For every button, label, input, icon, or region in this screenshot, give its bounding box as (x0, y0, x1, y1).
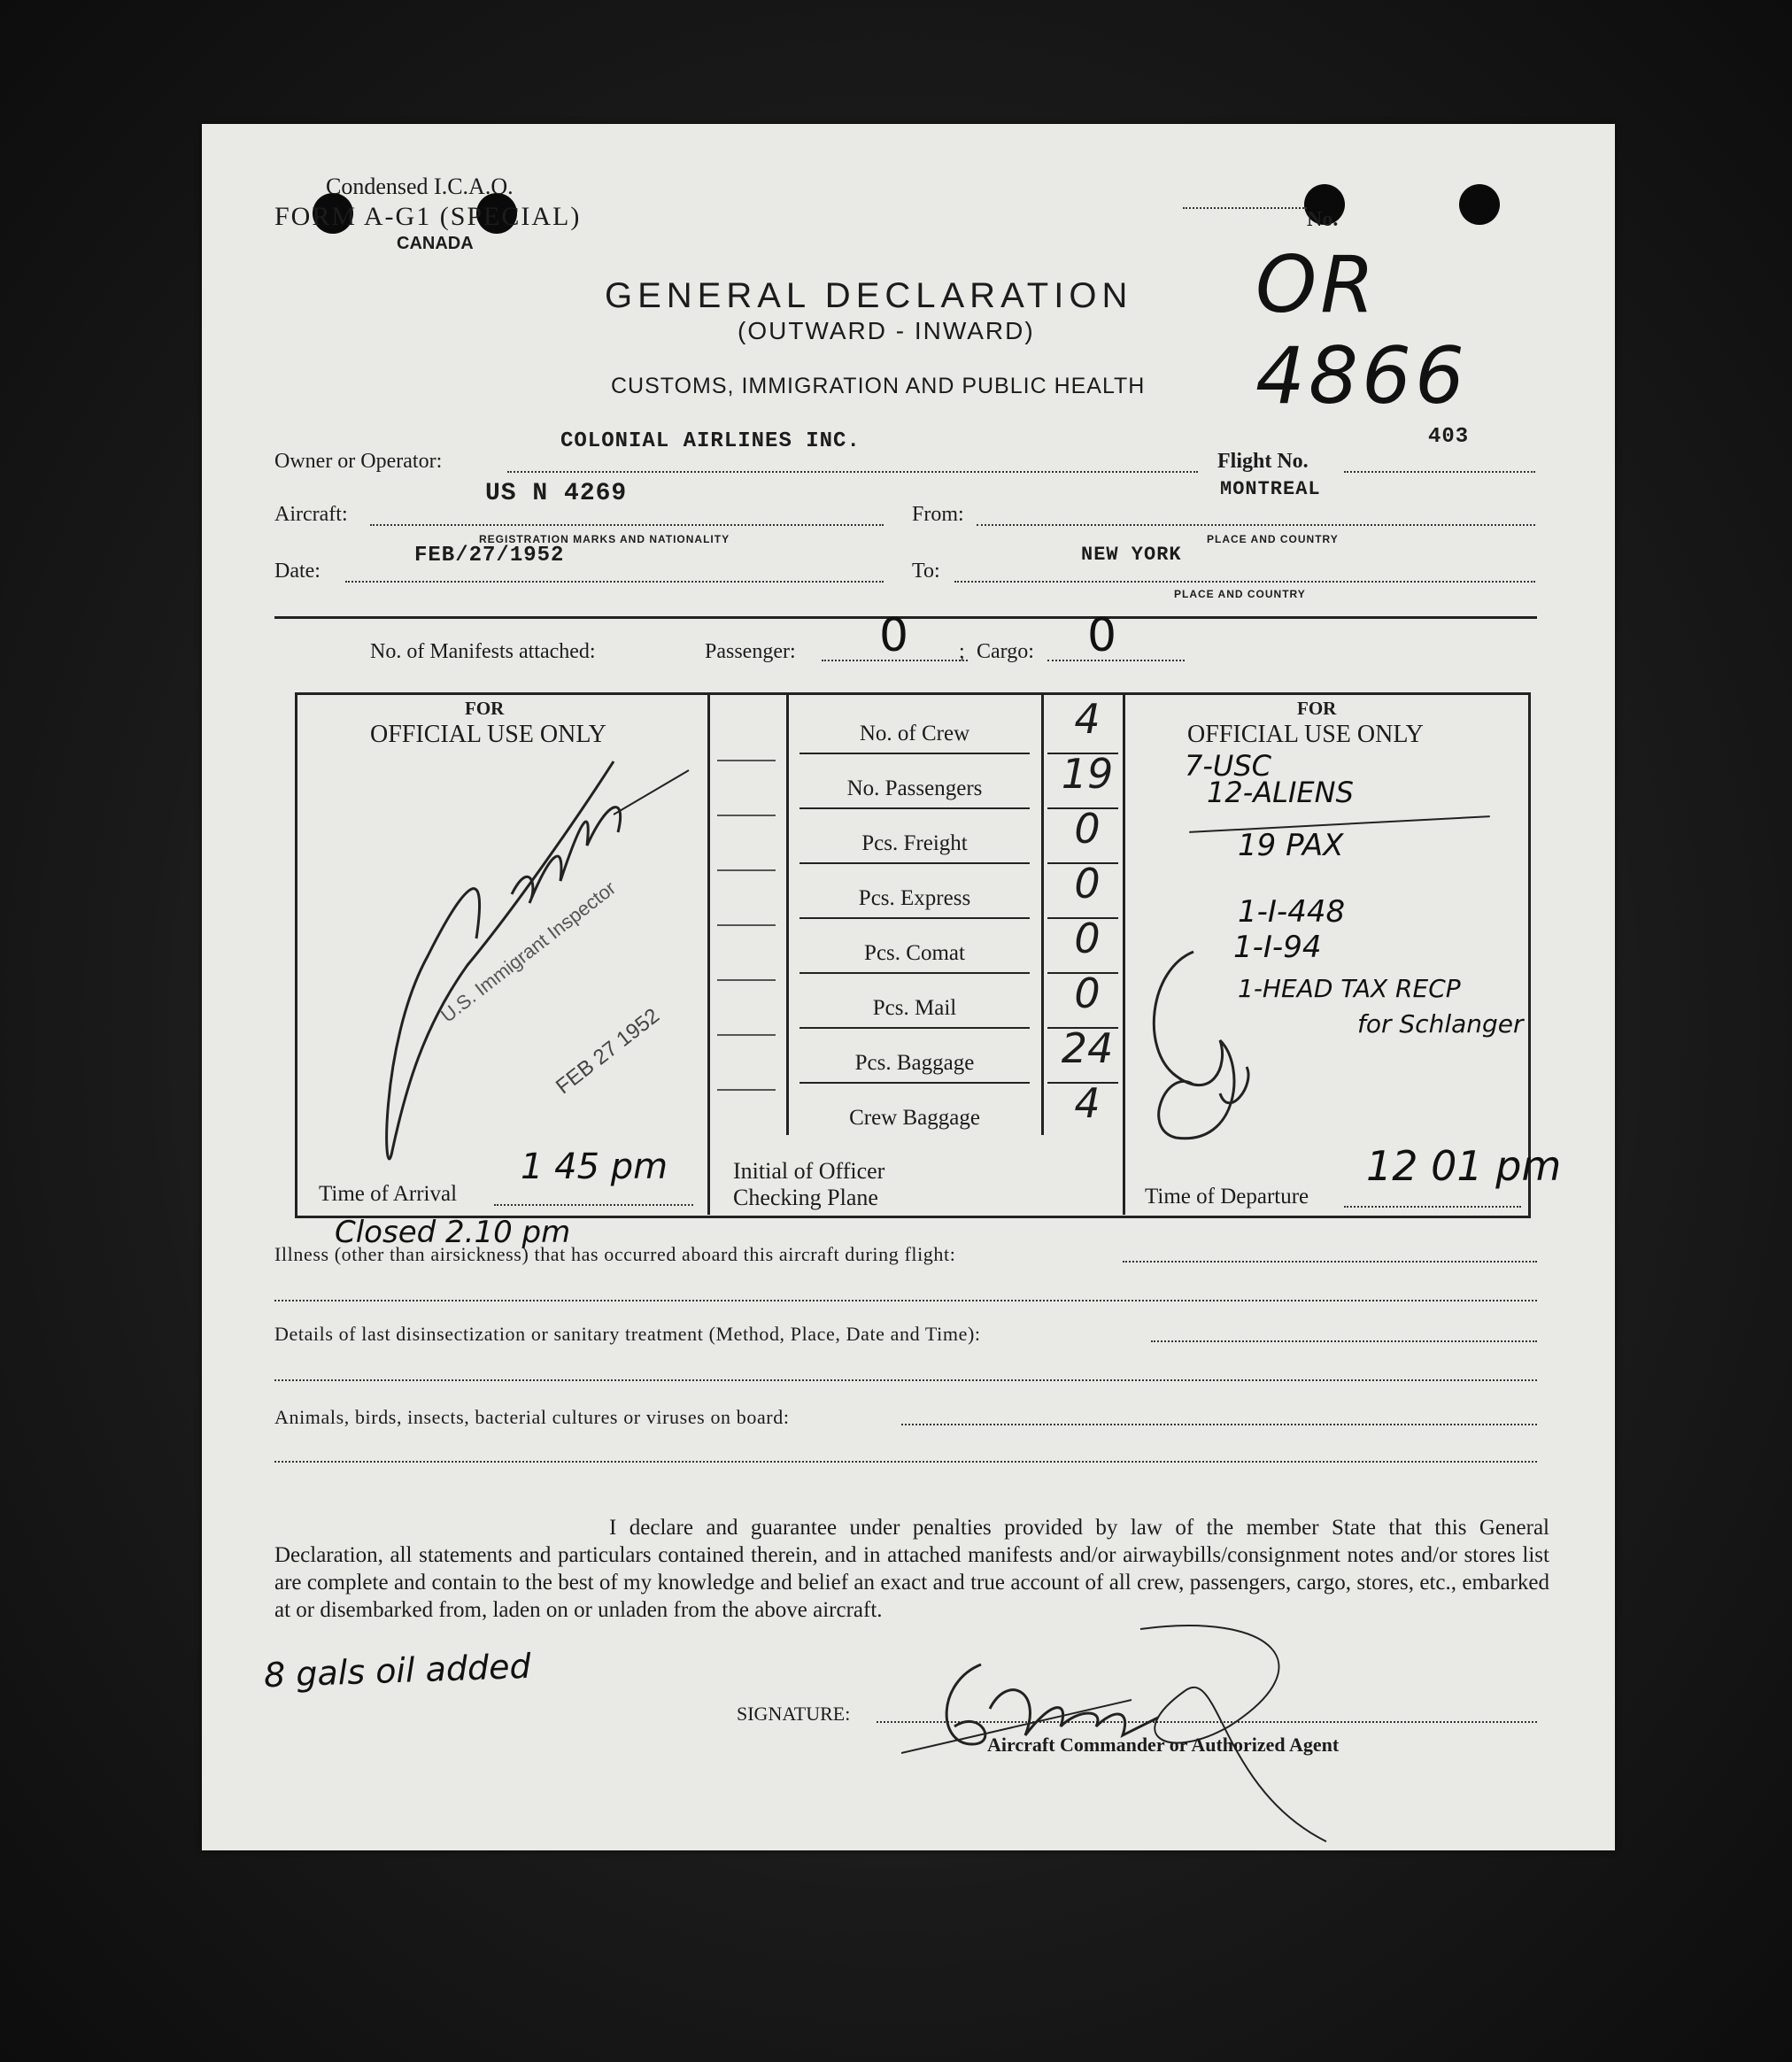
mail-count-label: Pcs. Mail (872, 996, 957, 1020)
signature-label: SIGNATURE: (737, 1703, 851, 1725)
illness-question: Illness (other than airsickness) that has occurred aboard this aircraft during flight: (274, 1243, 956, 1265)
date-value: FEB/27/1952 (414, 544, 565, 568)
disinsect-dots (1151, 1340, 1537, 1342)
crew-baggage-label: Crew Baggage (849, 1106, 980, 1130)
declaration-form (202, 124, 1615, 1850)
comat-count-label: Pcs. Comat (864, 941, 965, 965)
flight-dots (1344, 471, 1535, 473)
to-label: To: (912, 560, 940, 583)
row-rule (799, 753, 1030, 754)
note-i448: 1-I-448 (1238, 894, 1346, 930)
passengers-count-label: No. Passengers (846, 776, 983, 800)
crew-count-label: No. of Crew (859, 722, 970, 745)
animals-dots-2 (274, 1461, 1537, 1463)
illness-dots (1123, 1261, 1537, 1263)
left-for-label: FOR (465, 698, 505, 719)
declaration-text: I declare and guarantee under penalties provided by law of the member State that this General Declaration, all statements and particulars contained therein, and in attached manifests and/or airwaybills/consignment notes and/or stores list are complete and contain to the best of my knowledge and belief an exact and true account of all crew, passengers, cargo, stores, etc., embarked at or disembarked from, laden on or unladen from the above aircraft. (274, 1516, 1549, 1622)
country-label: CANADA (397, 234, 474, 253)
right-official-heading: OFFICIAL USE ONLY (1187, 721, 1424, 748)
page-subtitle: (OUTWARD - INWARD) (738, 317, 1035, 344)
tick-line (717, 815, 776, 816)
from-dots (977, 524, 1535, 526)
note-schlanger: for Schlanger (1357, 1009, 1524, 1039)
left-official-heading: OFFICIAL USE ONLY (370, 721, 606, 748)
oil-note: 8 gals oil added (263, 1646, 532, 1695)
to-dots (954, 581, 1535, 583)
passenger-manifest-value: 0 (879, 609, 909, 662)
row-rule (799, 1082, 1030, 1084)
form-id: FORM A-G1 (SPECIAL) (274, 202, 582, 231)
express-count-label: Pcs. Express (858, 886, 971, 910)
baggage-count-value: 24 (1061, 1024, 1114, 1072)
to-value: NEW YORK (1081, 544, 1182, 566)
tick-line (717, 1089, 776, 1091)
tick-line (717, 869, 776, 871)
passenger-manifest-label: Passenger: (705, 640, 796, 663)
comat-count-value: 0 (1074, 915, 1101, 962)
owner-dots (507, 471, 1198, 473)
note-usc: 7-USC (1185, 749, 1271, 783)
from-caption: PLACE AND COUNTRY (1207, 533, 1339, 545)
tick-line (717, 760, 776, 761)
officer-checking-label: Checking Plane (733, 1185, 878, 1210)
no-label: No. (1307, 208, 1339, 231)
flight-label: Flight No. (1217, 450, 1309, 473)
signature-caption: Aircraft Commander or Authorized Agent (987, 1734, 1340, 1756)
closed-note: Closed 2.10 pm (335, 1215, 571, 1250)
animals-dots (901, 1424, 1537, 1425)
tick-line (717, 1034, 776, 1036)
freight-count-value: 0 (1074, 805, 1101, 853)
note-i94: 1-I-94 (1233, 930, 1322, 965)
note-pax: 19 PAX (1238, 828, 1344, 863)
express-count-value: 0 (1074, 860, 1101, 907)
from-label: From: (912, 503, 964, 526)
illness-dots-2 (274, 1300, 1537, 1301)
row-rule (799, 862, 1030, 864)
page-title: GENERAL DECLARATION (605, 276, 1133, 315)
row-rule (799, 917, 1030, 919)
immigrant-stamp: U.S. Immigrant Inspector (436, 877, 621, 1027)
arrival-label: Time of Arrival (319, 1182, 458, 1206)
file-number: OR 4866 (1255, 239, 1468, 421)
owner-value: COLONIAL AIRLINES INC. (560, 429, 861, 453)
stamp-date: FEB 27 1952 (552, 1003, 665, 1100)
from-value: MONTREAL (1220, 478, 1321, 500)
manifest-separator: ; (959, 640, 965, 663)
animals-question: Animals, birds, insects, bacterial cultures or viruses on board: (274, 1406, 790, 1428)
arrival-dots (494, 1204, 693, 1206)
department-line: CUSTOMS, IMMIGRATION AND PUBLIC HEALTH (611, 374, 1146, 398)
disinsect-dots-2 (274, 1379, 1537, 1381)
date-dots (345, 581, 884, 583)
manifests-label: No. of Manifests attached: (370, 640, 596, 663)
row-rule (799, 807, 1030, 809)
owner-label: Owner or Operator: (274, 450, 443, 473)
tick-line (717, 979, 776, 981)
departure-value: 12 01 pm (1366, 1142, 1562, 1190)
note-aliens: 12-ALIENS (1207, 776, 1354, 809)
table-divider-values (1041, 692, 1044, 1135)
mail-count-value: 0 (1074, 969, 1101, 1017)
right-for-label: FOR (1297, 698, 1337, 719)
date-label: Date: (274, 560, 321, 583)
table-divider-inner (786, 692, 789, 1135)
crew-baggage-value: 4 (1074, 1079, 1101, 1127)
departure-dots (1344, 1206, 1521, 1208)
table-divider-left (707, 692, 710, 1215)
condensed-label: Condensed I.C.A.O. (326, 174, 514, 199)
freight-count-label: Pcs. Freight (861, 831, 968, 855)
crew-count-value: 4 (1074, 695, 1101, 743)
punch-hole (1459, 184, 1500, 225)
table-divider-right (1123, 692, 1125, 1215)
aircraft-label: Aircraft: (274, 503, 348, 526)
cargo-manifest-label: Cargo: (977, 640, 1034, 663)
passengers-count-value: 19 (1061, 750, 1114, 798)
aircraft-caption: REGISTRATION MARKS AND NATIONALITY (479, 533, 730, 545)
no-dots (1183, 207, 1307, 209)
aircraft-value: US N 4269 (485, 480, 628, 507)
aircraft-dots (370, 524, 884, 526)
disinsect-question: Details of last disinsectization or sanitary treatment (Method, Place, Date and Time): (274, 1323, 981, 1345)
tick-line (717, 924, 776, 926)
note-head-tax: 1-HEAD TAX RECP (1238, 974, 1461, 1003)
flight-value: 403 (1428, 425, 1470, 449)
baggage-count-label: Pcs. Baggage (854, 1051, 975, 1075)
officer-initial-label: Initial of Officer (733, 1158, 885, 1184)
to-caption: PLACE AND COUNTRY (1174, 588, 1306, 600)
officer-initials-signature (1140, 943, 1300, 1155)
row-rule (799, 1027, 1030, 1029)
row-rule (799, 972, 1030, 974)
cargo-manifest-value: 0 (1087, 609, 1117, 662)
departure-label: Time of Departure (1145, 1185, 1309, 1209)
arrival-value: 1 45 pm (521, 1147, 668, 1187)
